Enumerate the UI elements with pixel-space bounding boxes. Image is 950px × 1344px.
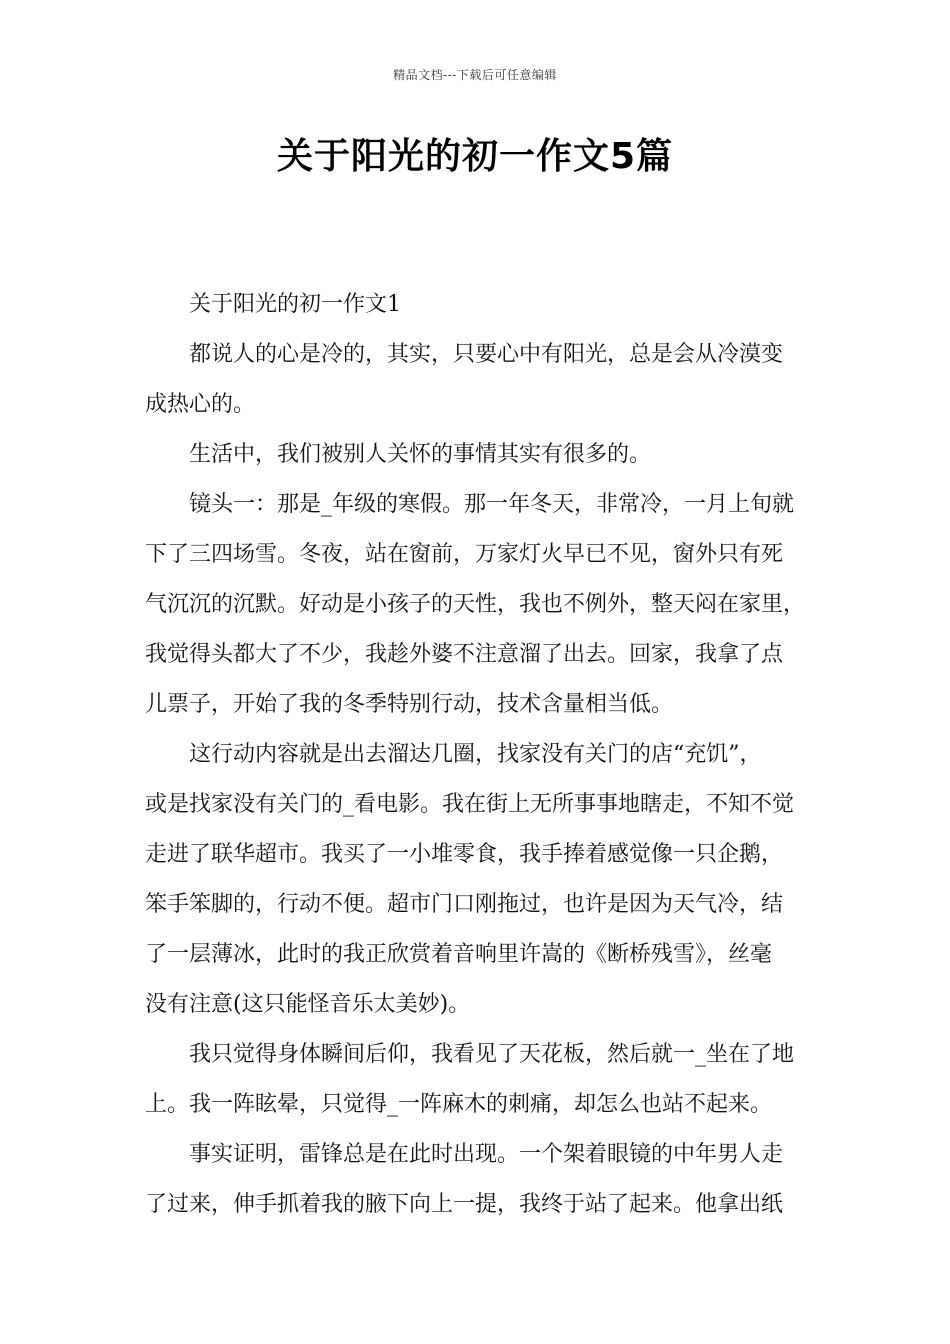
text-line: 了一层薄冰，此时的我正欣赏着音响里许嵩的《断桥残雪》，丝毫 <box>145 942 773 967</box>
document-body <box>145 280 815 1230</box>
text-line: 生活中，我们被别人关怀的事情其实有很多的。 <box>189 442 652 467</box>
text-line: 气沉沉的沉默。好动是小孩子的天性，我也不例外，整天闷在家里， <box>145 592 806 617</box>
text-line: 我只觉得身体瞬间后仰，我看见了天花板，然后就一_坐在了地 <box>189 1042 795 1067</box>
text-line: 关于阳光的初一作文1 <box>189 292 401 317</box>
text-line: 或是找家没有关门的_看电影。我在街上无所事事地瞎走，不知不觉 <box>145 792 795 817</box>
text-line: 镜头一：那是_年级的寒假。那一年冬天，非常冷，一月上旬就 <box>189 492 795 517</box>
text-line: 成热心的。 <box>145 392 256 417</box>
text-line: 都说人的心是冷的，其实，只要心中有阳光，总是会从冷漠变 <box>189 342 784 367</box>
document-title: 关于阳光的初一作文5篇 <box>276 136 674 177</box>
text-line: 儿票子，开始了我的冬季特别行动，技术含量相当低。 <box>145 692 674 717</box>
text-line: 事实证明，雷锋总是在此时出现。一个架着眼镜的中年男人走 <box>189 1142 784 1167</box>
text-line: 笨手笨脚的，行动不便。超市门口刚拖过，也许是因为天气冷，结 <box>145 892 784 917</box>
text-line: 走进了联华超市。我买了一小堆零食，我手捧着感觉像一只企鹅， <box>145 842 784 867</box>
text-line: 没有注意(这只能怪音乐太美妙)。 <box>145 992 471 1017</box>
header-note: 精品文档---下载后可任意编辑 <box>393 68 557 82</box>
text-line: 我觉得头都大了不少，我趁外婆不注意溜了出去。回家，我拿了点 <box>145 642 784 667</box>
text-line: 了过来，伸手抓着我的腋下向上一提，我终于站了起来。他拿出纸 <box>145 1192 784 1217</box>
text-line: 这行动内容就是出去溜达几圈，找家没有关门的店“充饥”， <box>189 742 762 767</box>
text-line: 下了三四场雪。冬夜，站在窗前，万家灯火早已不见，窗外只有死 <box>145 542 784 567</box>
text-line: 上。我一阵眩晕，只觉得_一阵麻木的刺痛，却怎么也站不起来。 <box>145 1092 773 1117</box>
